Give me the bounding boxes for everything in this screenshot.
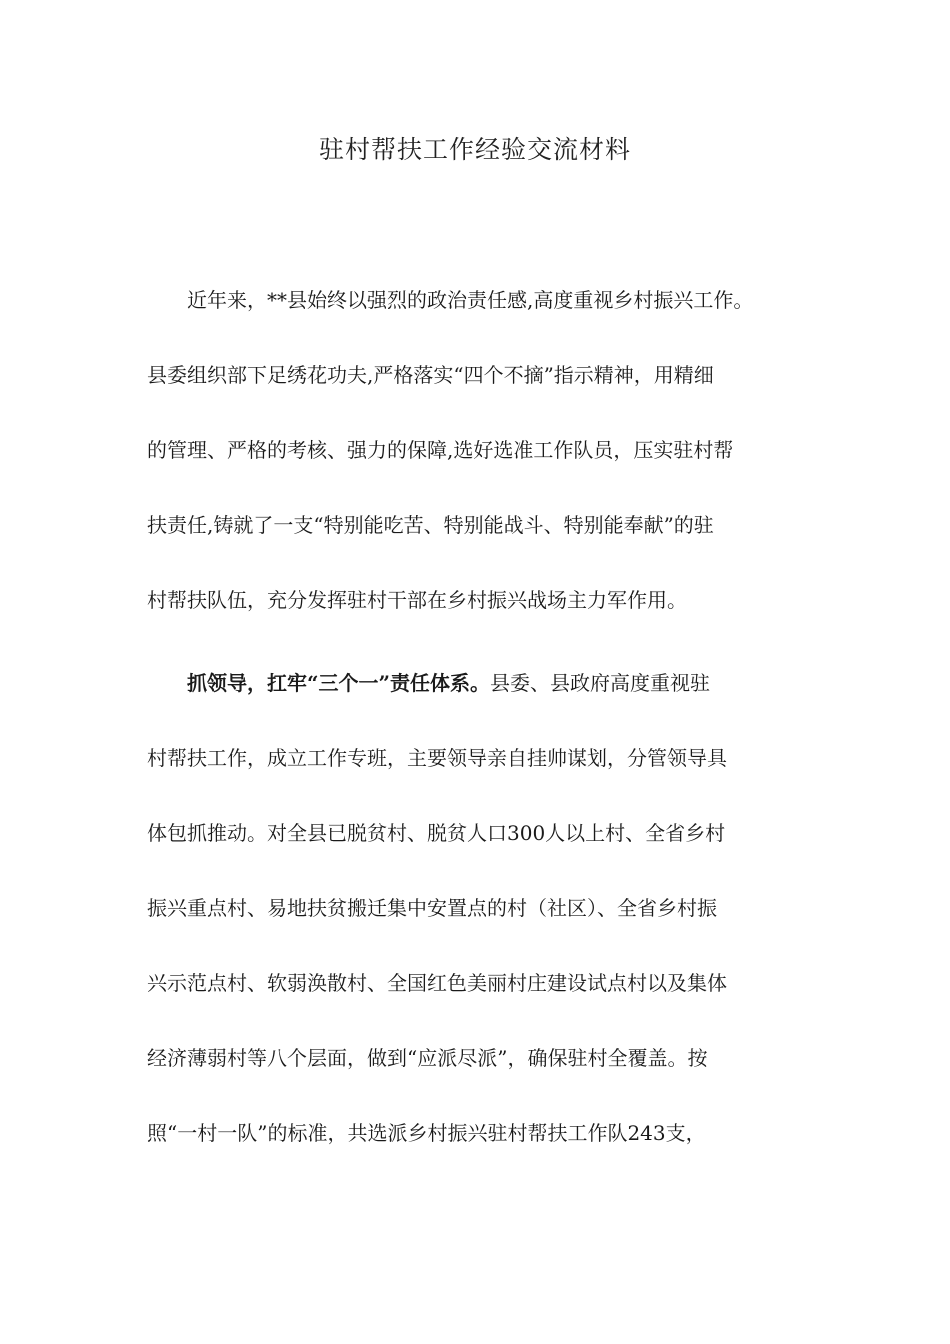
paragraph-lead-text: 县委、县政府高度重视驻 — [490, 671, 711, 695]
paragraph-line: 扶责任,铸就了一支“特别能吃苦、特别能战斗、特别能奉献”的驻 — [147, 513, 714, 537]
paragraph-line: 近年来，**县始终以强烈的政治责任感,高度重视乡村振兴工作。 — [187, 288, 754, 312]
paragraph-line: 振兴重点村、易地扶贫搬迁集中安置点的村（社区）、全省乡村振 — [147, 896, 717, 920]
paragraph-line: 体包抓推动。对全县已脱贫村、脱贫人口300人以上村、全省乡村 — [147, 821, 726, 845]
paragraph-first-line — [147, 646, 827, 721]
paragraph-line: 照“一村一队”的标准，共选派乡村振兴驻村帮扶工作队243支， — [147, 1121, 706, 1145]
paragraph-line: 兴示范点村、软弱涣散村、全国红色美丽村庄建设试点村以及集体 — [147, 971, 727, 995]
paragraph-line: 经济薄弱村等八个层面，做到“应派尽派”，确保驻村全覆盖。按 — [147, 1046, 708, 1070]
section-heading: 抓领导，扛牢“三个一”责任体系。 — [187, 671, 491, 695]
paragraph-leadership — [147, 646, 827, 1171]
paragraph-line: 村帮扶队伍，充分发挥驻村干部在乡村振兴战场主力军作用。 — [147, 588, 687, 612]
paragraph-line: 村帮扶工作，成立工作专班，主要领导亲自挂帅谋划，分管领导具 — [147, 746, 727, 770]
paragraph-line: 的管理、严格的考核、强力的保障,选好选准工作队员，压实驻村帮 — [147, 438, 734, 462]
paragraph-line: 县委组织部下足绣花功夫,严格落实“四个不摘”指示精神，用精细 — [147, 363, 714, 387]
paragraph-intro — [147, 263, 827, 638]
document-title: 驻村帮扶工作经验交流材料 — [318, 135, 631, 164]
